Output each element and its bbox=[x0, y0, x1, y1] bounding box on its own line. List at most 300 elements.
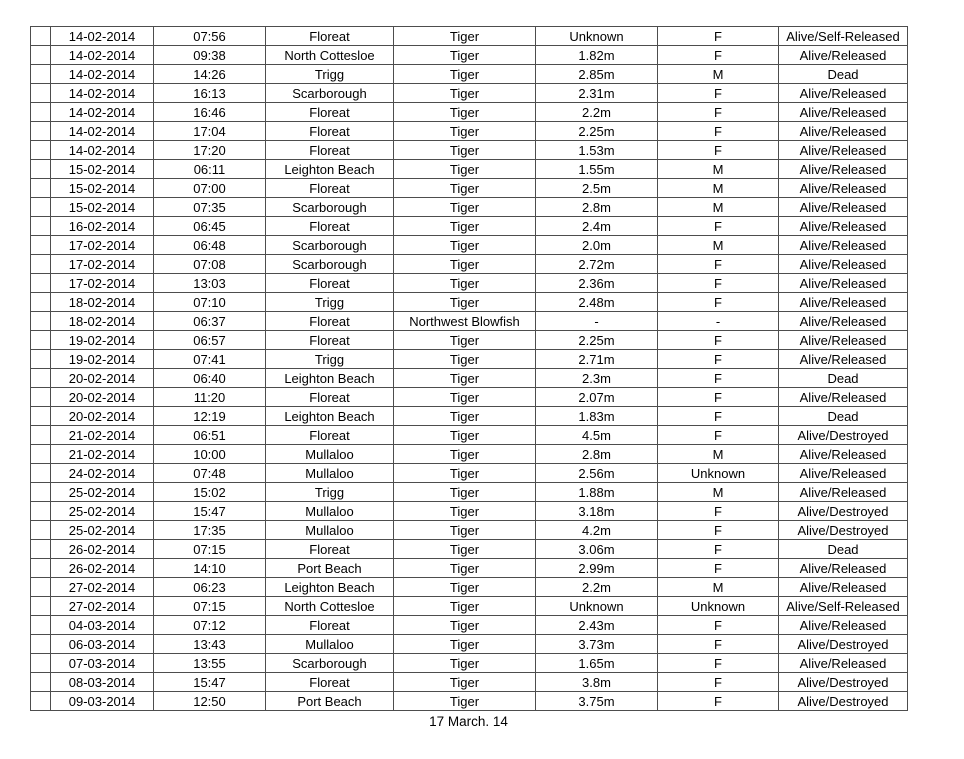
cell-sex: F bbox=[658, 141, 779, 160]
cell-spacer bbox=[31, 426, 51, 445]
cell-date: 15-02-2014 bbox=[51, 179, 154, 198]
cell-species: Tiger bbox=[394, 236, 536, 255]
cell-status: Alive/Released bbox=[779, 350, 908, 369]
cell-date: 09-03-2014 bbox=[51, 692, 154, 711]
cell-species: Tiger bbox=[394, 445, 536, 464]
cell-sex: F bbox=[658, 407, 779, 426]
cell-size: Unknown bbox=[536, 27, 658, 46]
sightings-table bbox=[30, 26, 908, 711]
cell-sex: F bbox=[658, 293, 779, 312]
table-row bbox=[31, 426, 908, 445]
table-row bbox=[31, 654, 908, 673]
cell-sex: F bbox=[658, 369, 779, 388]
cell-species: Tiger bbox=[394, 483, 536, 502]
cell-size: 2.71m bbox=[536, 350, 658, 369]
table-row bbox=[31, 331, 908, 350]
cell-size: 2.5m bbox=[536, 179, 658, 198]
cell-date: 19-02-2014 bbox=[51, 350, 154, 369]
cell-status: Alive/Released bbox=[779, 312, 908, 331]
cell-location: Floreat bbox=[266, 179, 394, 198]
cell-date: 17-02-2014 bbox=[51, 236, 154, 255]
cell-spacer bbox=[31, 483, 51, 502]
cell-size: 3.8m bbox=[536, 673, 658, 692]
cell-sex: M bbox=[658, 236, 779, 255]
cell-species: Tiger bbox=[394, 141, 536, 160]
cell-date: 25-02-2014 bbox=[51, 521, 154, 540]
cell-size: 1.65m bbox=[536, 654, 658, 673]
cell-spacer bbox=[31, 692, 51, 711]
cell-date: 14-02-2014 bbox=[51, 46, 154, 65]
cell-sex: M bbox=[658, 198, 779, 217]
cell-date: 04-03-2014 bbox=[51, 616, 154, 635]
cell-sex: F bbox=[658, 103, 779, 122]
cell-time: 13:55 bbox=[154, 654, 266, 673]
cell-time: 10:00 bbox=[154, 445, 266, 464]
cell-species: Tiger bbox=[394, 673, 536, 692]
cell-status: Alive/Released bbox=[779, 141, 908, 160]
cell-size: 2.3m bbox=[536, 369, 658, 388]
cell-location: Leighton Beach bbox=[266, 578, 394, 597]
cell-spacer bbox=[31, 255, 51, 274]
cell-date: 17-02-2014 bbox=[51, 274, 154, 293]
cell-species: Tiger bbox=[394, 369, 536, 388]
cell-date: 21-02-2014 bbox=[51, 426, 154, 445]
table-row bbox=[31, 255, 908, 274]
cell-location: Mullaloo bbox=[266, 502, 394, 521]
cell-date: 25-02-2014 bbox=[51, 483, 154, 502]
cell-time: 06:11 bbox=[154, 160, 266, 179]
cell-sex: Unknown bbox=[658, 597, 779, 616]
table-row bbox=[31, 597, 908, 616]
cell-date: 14-02-2014 bbox=[51, 27, 154, 46]
cell-spacer bbox=[31, 198, 51, 217]
cell-location: Trigg bbox=[266, 350, 394, 369]
cell-size: 2.4m bbox=[536, 217, 658, 236]
cell-species: Tiger bbox=[394, 84, 536, 103]
cell-spacer bbox=[31, 217, 51, 236]
cell-size: 2.8m bbox=[536, 198, 658, 217]
cell-status: Alive/Released bbox=[779, 616, 908, 635]
cell-time: 06:37 bbox=[154, 312, 266, 331]
cell-date: 15-02-2014 bbox=[51, 160, 154, 179]
cell-status: Dead bbox=[779, 540, 908, 559]
cell-date: 14-02-2014 bbox=[51, 103, 154, 122]
cell-location: Floreat bbox=[266, 388, 394, 407]
cell-location: Scarborough bbox=[266, 255, 394, 274]
cell-species: Tiger bbox=[394, 350, 536, 369]
cell-time: 15:02 bbox=[154, 483, 266, 502]
cell-location: Leighton Beach bbox=[266, 160, 394, 179]
cell-spacer bbox=[31, 274, 51, 293]
cell-location: Mullaloo bbox=[266, 635, 394, 654]
cell-species: Tiger bbox=[394, 578, 536, 597]
cell-spacer bbox=[31, 331, 51, 350]
cell-location: Floreat bbox=[266, 217, 394, 236]
cell-status: Alive/Released bbox=[779, 160, 908, 179]
cell-species: Tiger bbox=[394, 274, 536, 293]
cell-sex: F bbox=[658, 559, 779, 578]
cell-spacer bbox=[31, 103, 51, 122]
cell-sex: M bbox=[658, 483, 779, 502]
cell-sex: F bbox=[658, 27, 779, 46]
cell-status: Dead bbox=[779, 65, 908, 84]
cell-time: 07:12 bbox=[154, 616, 266, 635]
table-row bbox=[31, 369, 908, 388]
cell-date: 27-02-2014 bbox=[51, 578, 154, 597]
cell-time: 07:10 bbox=[154, 293, 266, 312]
cell-location: Scarborough bbox=[266, 84, 394, 103]
cell-spacer bbox=[31, 160, 51, 179]
cell-date: 14-02-2014 bbox=[51, 84, 154, 103]
cell-species: Tiger bbox=[394, 65, 536, 84]
cell-time: 14:26 bbox=[154, 65, 266, 84]
cell-time: 17:04 bbox=[154, 122, 266, 141]
cell-sex: F bbox=[658, 331, 779, 350]
cell-size: 2.36m bbox=[536, 274, 658, 293]
sightings-table-body bbox=[31, 27, 908, 711]
cell-species: Tiger bbox=[394, 654, 536, 673]
cell-sex: F bbox=[658, 46, 779, 65]
cell-location: Mullaloo bbox=[266, 521, 394, 540]
cell-species: Tiger bbox=[394, 160, 536, 179]
cell-time: 17:35 bbox=[154, 521, 266, 540]
cell-location: Floreat bbox=[266, 540, 394, 559]
cell-date: 14-02-2014 bbox=[51, 65, 154, 84]
cell-date: 27-02-2014 bbox=[51, 597, 154, 616]
table-row bbox=[31, 179, 908, 198]
cell-time: 12:19 bbox=[154, 407, 266, 426]
cell-spacer bbox=[31, 521, 51, 540]
cell-status: Alive/Released bbox=[779, 255, 908, 274]
cell-location: Mullaloo bbox=[266, 445, 394, 464]
cell-date: 15-02-2014 bbox=[51, 198, 154, 217]
page-footer-date: 17 March. 14 bbox=[429, 714, 508, 729]
cell-sex: F bbox=[658, 350, 779, 369]
cell-sex: Unknown bbox=[658, 464, 779, 483]
cell-status: Alive/Destroyed bbox=[779, 521, 908, 540]
cell-date: 20-02-2014 bbox=[51, 388, 154, 407]
cell-size: 2.25m bbox=[536, 331, 658, 350]
cell-species: Northwest Blowfish bbox=[394, 312, 536, 331]
table-row bbox=[31, 445, 908, 464]
cell-date: 18-02-2014 bbox=[51, 293, 154, 312]
cell-time: 07:56 bbox=[154, 27, 266, 46]
cell-date: 17-02-2014 bbox=[51, 255, 154, 274]
cell-species: Tiger bbox=[394, 331, 536, 350]
cell-size: Unknown bbox=[536, 597, 658, 616]
table-row bbox=[31, 407, 908, 426]
cell-size: 1.83m bbox=[536, 407, 658, 426]
cell-spacer bbox=[31, 578, 51, 597]
cell-time: 15:47 bbox=[154, 673, 266, 692]
cell-date: 14-02-2014 bbox=[51, 141, 154, 160]
cell-sex: F bbox=[658, 274, 779, 293]
cell-location: Floreat bbox=[266, 331, 394, 350]
cell-spacer bbox=[31, 141, 51, 160]
cell-sex: F bbox=[658, 426, 779, 445]
cell-time: 15:47 bbox=[154, 502, 266, 521]
cell-spacer bbox=[31, 559, 51, 578]
cell-time: 07:15 bbox=[154, 540, 266, 559]
table-row bbox=[31, 464, 908, 483]
cell-size: 2.0m bbox=[536, 236, 658, 255]
cell-location: Floreat bbox=[266, 426, 394, 445]
cell-status: Alive/Released bbox=[779, 236, 908, 255]
table-row bbox=[31, 274, 908, 293]
cell-status: Dead bbox=[779, 407, 908, 426]
cell-date: 25-02-2014 bbox=[51, 502, 154, 521]
cell-spacer bbox=[31, 673, 51, 692]
cell-date: 24-02-2014 bbox=[51, 464, 154, 483]
cell-time: 06:57 bbox=[154, 331, 266, 350]
table-row bbox=[31, 540, 908, 559]
cell-date: 19-02-2014 bbox=[51, 331, 154, 350]
cell-date: 16-02-2014 bbox=[51, 217, 154, 236]
table-row bbox=[31, 65, 908, 84]
cell-sex: M bbox=[658, 179, 779, 198]
table-row bbox=[31, 521, 908, 540]
cell-status: Alive/Released bbox=[779, 103, 908, 122]
cell-status: Alive/Destroyed bbox=[779, 692, 908, 711]
cell-size: 2.72m bbox=[536, 255, 658, 274]
cell-sex: F bbox=[658, 540, 779, 559]
cell-spacer bbox=[31, 616, 51, 635]
cell-location: Floreat bbox=[266, 274, 394, 293]
cell-spacer bbox=[31, 597, 51, 616]
table-row bbox=[31, 635, 908, 654]
cell-time: 17:20 bbox=[154, 141, 266, 160]
cell-species: Tiger bbox=[394, 103, 536, 122]
cell-species: Tiger bbox=[394, 692, 536, 711]
cell-size: 1.53m bbox=[536, 141, 658, 160]
cell-spacer bbox=[31, 635, 51, 654]
cell-species: Tiger bbox=[394, 122, 536, 141]
cell-size: 1.82m bbox=[536, 46, 658, 65]
cell-species: Tiger bbox=[394, 616, 536, 635]
cell-sex: F bbox=[658, 122, 779, 141]
cell-location: Leighton Beach bbox=[266, 369, 394, 388]
cell-spacer bbox=[31, 27, 51, 46]
cell-species: Tiger bbox=[394, 597, 536, 616]
cell-species: Tiger bbox=[394, 502, 536, 521]
cell-time: 13:03 bbox=[154, 274, 266, 293]
cell-sex: M bbox=[658, 445, 779, 464]
cell-time: 16:46 bbox=[154, 103, 266, 122]
cell-size: 2.31m bbox=[536, 84, 658, 103]
cell-status: Alive/Released bbox=[779, 179, 908, 198]
cell-size: 2.48m bbox=[536, 293, 658, 312]
table-row bbox=[31, 236, 908, 255]
cell-size: 4.5m bbox=[536, 426, 658, 445]
cell-size: 2.25m bbox=[536, 122, 658, 141]
table-row bbox=[31, 293, 908, 312]
cell-spacer bbox=[31, 502, 51, 521]
cell-time: 07:15 bbox=[154, 597, 266, 616]
cell-location: Scarborough bbox=[266, 236, 394, 255]
cell-spacer bbox=[31, 122, 51, 141]
cell-spacer bbox=[31, 350, 51, 369]
cell-location: Scarborough bbox=[266, 198, 394, 217]
cell-spacer bbox=[31, 445, 51, 464]
cell-size: 2.07m bbox=[536, 388, 658, 407]
table-row bbox=[31, 388, 908, 407]
cell-location: Port Beach bbox=[266, 559, 394, 578]
cell-species: Tiger bbox=[394, 388, 536, 407]
cell-sex: M bbox=[658, 160, 779, 179]
cell-status: Dead bbox=[779, 369, 908, 388]
cell-spacer bbox=[31, 84, 51, 103]
cell-size: 1.55m bbox=[536, 160, 658, 179]
cell-sex: F bbox=[658, 84, 779, 103]
cell-species: Tiger bbox=[394, 27, 536, 46]
cell-time: 06:51 bbox=[154, 426, 266, 445]
cell-spacer bbox=[31, 388, 51, 407]
table-row bbox=[31, 122, 908, 141]
cell-status: Alive/Released bbox=[779, 483, 908, 502]
cell-status: Alive/Destroyed bbox=[779, 673, 908, 692]
cell-sex: F bbox=[658, 635, 779, 654]
table-row bbox=[31, 46, 908, 65]
cell-date: 06-03-2014 bbox=[51, 635, 154, 654]
table-row bbox=[31, 616, 908, 635]
cell-sex: F bbox=[658, 616, 779, 635]
cell-date: 26-02-2014 bbox=[51, 559, 154, 578]
cell-location: Floreat bbox=[266, 122, 394, 141]
cell-spacer bbox=[31, 65, 51, 84]
cell-date: 08-03-2014 bbox=[51, 673, 154, 692]
cell-spacer bbox=[31, 540, 51, 559]
cell-date: 26-02-2014 bbox=[51, 540, 154, 559]
cell-status: Alive/Released bbox=[779, 559, 908, 578]
cell-sex: M bbox=[658, 65, 779, 84]
table-row bbox=[31, 84, 908, 103]
cell-time: 06:40 bbox=[154, 369, 266, 388]
cell-sex: F bbox=[658, 654, 779, 673]
cell-location: Floreat bbox=[266, 103, 394, 122]
cell-date: 20-02-2014 bbox=[51, 407, 154, 426]
cell-sex: F bbox=[658, 692, 779, 711]
table-row bbox=[31, 502, 908, 521]
cell-location: Port Beach bbox=[266, 692, 394, 711]
cell-location: Scarborough bbox=[266, 654, 394, 673]
cell-status: Alive/Released bbox=[779, 578, 908, 597]
cell-species: Tiger bbox=[394, 540, 536, 559]
cell-status: Alive/Released bbox=[779, 464, 908, 483]
cell-sex: F bbox=[658, 217, 779, 236]
cell-size: - bbox=[536, 312, 658, 331]
cell-date: 07-03-2014 bbox=[51, 654, 154, 673]
cell-status: Alive/Released bbox=[779, 445, 908, 464]
cell-size: 3.06m bbox=[536, 540, 658, 559]
cell-status: Alive/Released bbox=[779, 293, 908, 312]
cell-size: 2.2m bbox=[536, 578, 658, 597]
cell-sex: F bbox=[658, 521, 779, 540]
cell-date: 14-02-2014 bbox=[51, 122, 154, 141]
cell-species: Tiger bbox=[394, 293, 536, 312]
cell-status: Alive/Released bbox=[779, 217, 908, 236]
table-row bbox=[31, 578, 908, 597]
cell-species: Tiger bbox=[394, 255, 536, 274]
cell-spacer bbox=[31, 236, 51, 255]
cell-location: North Cottesloe bbox=[266, 597, 394, 616]
cell-status: Alive/Destroyed bbox=[779, 426, 908, 445]
cell-spacer bbox=[31, 369, 51, 388]
table-row bbox=[31, 27, 908, 46]
cell-sex: F bbox=[658, 388, 779, 407]
cell-size: 3.18m bbox=[536, 502, 658, 521]
cell-date: 21-02-2014 bbox=[51, 445, 154, 464]
cell-species: Tiger bbox=[394, 407, 536, 426]
cell-date: 18-02-2014 bbox=[51, 312, 154, 331]
table-row bbox=[31, 103, 908, 122]
cell-location: Leighton Beach bbox=[266, 407, 394, 426]
table-row bbox=[31, 692, 908, 711]
cell-size: 2.85m bbox=[536, 65, 658, 84]
cell-location: Trigg bbox=[266, 293, 394, 312]
cell-time: 11:20 bbox=[154, 388, 266, 407]
cell-size: 3.75m bbox=[536, 692, 658, 711]
cell-time: 16:13 bbox=[154, 84, 266, 103]
cell-time: 06:48 bbox=[154, 236, 266, 255]
table-row bbox=[31, 141, 908, 160]
cell-status: Alive/Released bbox=[779, 388, 908, 407]
cell-time: 07:08 bbox=[154, 255, 266, 274]
cell-spacer bbox=[31, 312, 51, 331]
cell-location: North Cottesloe bbox=[266, 46, 394, 65]
cell-time: 09:38 bbox=[154, 46, 266, 65]
cell-status: Alive/Released bbox=[779, 331, 908, 350]
table-row bbox=[31, 483, 908, 502]
cell-status: Alive/Released bbox=[779, 274, 908, 293]
cell-species: Tiger bbox=[394, 559, 536, 578]
table-row bbox=[31, 673, 908, 692]
cell-time: 12:50 bbox=[154, 692, 266, 711]
table-row bbox=[31, 217, 908, 236]
table-row bbox=[31, 350, 908, 369]
cell-time: 06:45 bbox=[154, 217, 266, 236]
cell-sex: F bbox=[658, 255, 779, 274]
cell-size: 2.99m bbox=[536, 559, 658, 578]
cell-species: Tiger bbox=[394, 179, 536, 198]
cell-sex: - bbox=[658, 312, 779, 331]
cell-status: Alive/Released bbox=[779, 654, 908, 673]
table-row bbox=[31, 198, 908, 217]
cell-time: 07:48 bbox=[154, 464, 266, 483]
cell-spacer bbox=[31, 293, 51, 312]
cell-size: 3.73m bbox=[536, 635, 658, 654]
cell-species: Tiger bbox=[394, 464, 536, 483]
table-row bbox=[31, 160, 908, 179]
cell-location: Floreat bbox=[266, 616, 394, 635]
cell-status: Alive/Destroyed bbox=[779, 635, 908, 654]
cell-species: Tiger bbox=[394, 635, 536, 654]
cell-location: Floreat bbox=[266, 27, 394, 46]
cell-time: 14:10 bbox=[154, 559, 266, 578]
cell-species: Tiger bbox=[394, 426, 536, 445]
cell-time: 07:41 bbox=[154, 350, 266, 369]
cell-species: Tiger bbox=[394, 217, 536, 236]
cell-size: 4.2m bbox=[536, 521, 658, 540]
cell-spacer bbox=[31, 179, 51, 198]
cell-date: 20-02-2014 bbox=[51, 369, 154, 388]
cell-species: Tiger bbox=[394, 198, 536, 217]
cell-status: Alive/Destroyed bbox=[779, 502, 908, 521]
cell-species: Tiger bbox=[394, 46, 536, 65]
cell-size: 1.88m bbox=[536, 483, 658, 502]
cell-size: 2.8m bbox=[536, 445, 658, 464]
cell-spacer bbox=[31, 654, 51, 673]
cell-species: Tiger bbox=[394, 521, 536, 540]
